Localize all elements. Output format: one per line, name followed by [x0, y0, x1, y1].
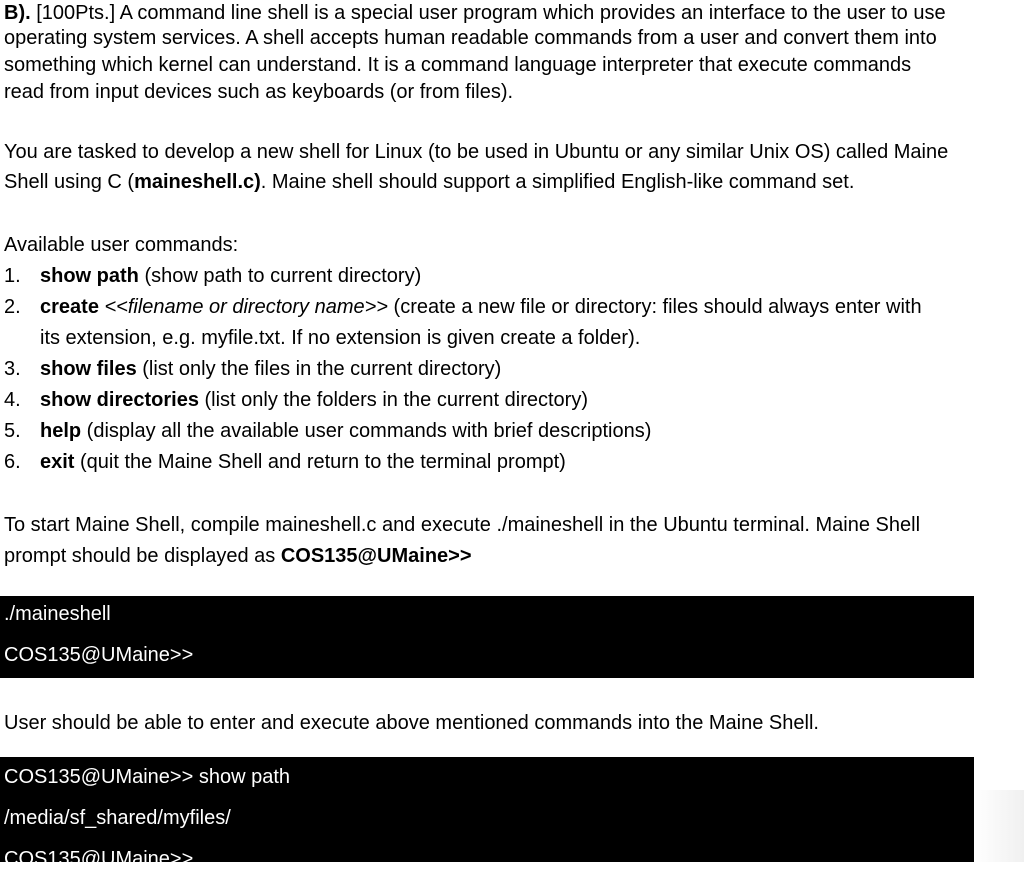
- command-name: create: [40, 296, 105, 318]
- list-item-number: 1.: [4, 265, 21, 287]
- intro-line-1-text: A command line shell is a special user program which provides an interface to the user to use: [119, 2, 946, 24]
- terminal-line: COS135@UMaine>> show path: [4, 766, 291, 788]
- intro-line-3: something which kernel can understand. It is a command language interpreter that execute commands: [4, 54, 912, 76]
- points-label: [100Pts.]: [30, 2, 120, 24]
- intro-line-2: operating system services. A shell accepts human readable commands from a user and convert them into: [4, 27, 937, 49]
- terminal-line: /media/sf_shared/myfiles/: [4, 807, 231, 829]
- start-line-2: [4, 543, 472, 569]
- list-item-number: 2.: [4, 296, 21, 318]
- command-name: show directories: [40, 389, 199, 411]
- command-desc: (display all the available user commands with brief descriptions): [81, 420, 652, 442]
- intro-line-4: read from input devices such as keyboards (or from files).: [4, 81, 514, 103]
- task-line-2: [4, 169, 854, 195]
- terminal-block-2: [0, 757, 974, 870]
- list-item: [40, 449, 566, 475]
- start-line-2-a: prompt should be displayed as: [4, 545, 281, 567]
- terminal-line: ./maineshell: [4, 603, 111, 625]
- command-arg: <<filename or directory name>>: [104, 296, 388, 318]
- list-item-number: 3.: [4, 358, 21, 380]
- command-name: exit: [40, 451, 75, 473]
- list-item-number: 5.: [4, 420, 21, 442]
- section-label: B).: [4, 2, 31, 24]
- command-desc: (quit the Maine Shell and return to the terminal prompt): [74, 451, 566, 473]
- list-item: [40, 418, 651, 444]
- command-desc: (list only the folders in the current directory): [198, 389, 588, 411]
- command-name: show files: [40, 358, 137, 380]
- task-line-2-b: . Maine shell should support a simplified English-like command set.: [260, 171, 855, 193]
- start-line-1: To start Maine Shell, compile maineshell.c and execute ./maineshell in the Ubuntu terminal. Maine Shell: [4, 514, 921, 536]
- command-desc: (create a new file or directory: files should always enter with: [388, 296, 922, 318]
- command-desc: (show path to current directory): [138, 265, 422, 287]
- list-item: [40, 387, 588, 413]
- page-edge-shadow: [974, 790, 1024, 862]
- prompt-bold: COS135@UMaine>>: [280, 545, 472, 567]
- command-name: show path: [40, 265, 139, 287]
- task-line-1: You are tasked to develop a new shell for Linux (to be used in Ubuntu or any similar Unix OS) called Maine: [4, 141, 949, 163]
- list-item: [40, 356, 501, 382]
- terminal-line: COS135@UMaine>>: [4, 644, 194, 666]
- list-item-continuation: its extension, e.g. myfile.txt. If no extension is given create a folder).: [40, 327, 641, 349]
- filename-bold: maineshell.c): [134, 171, 261, 193]
- user-instruction: User should be able to enter and execute above mentioned commands into the Maine Shell.: [4, 712, 819, 734]
- list-item-number: 6.: [4, 451, 21, 473]
- command-desc: (list only the files in the current directory): [136, 358, 502, 380]
- list-item: [40, 263, 421, 289]
- list-item-number: 4.: [4, 389, 21, 411]
- list-item: [40, 294, 922, 320]
- terminal-line: COS135@UMaine>>: [4, 848, 194, 870]
- intro-line-1: [4, 0, 946, 26]
- terminal-block-1: [0, 596, 974, 678]
- command-name: help: [40, 420, 82, 442]
- task-line-2-a: Shell using C (: [4, 171, 135, 193]
- commands-heading: Available user commands:: [4, 234, 239, 256]
